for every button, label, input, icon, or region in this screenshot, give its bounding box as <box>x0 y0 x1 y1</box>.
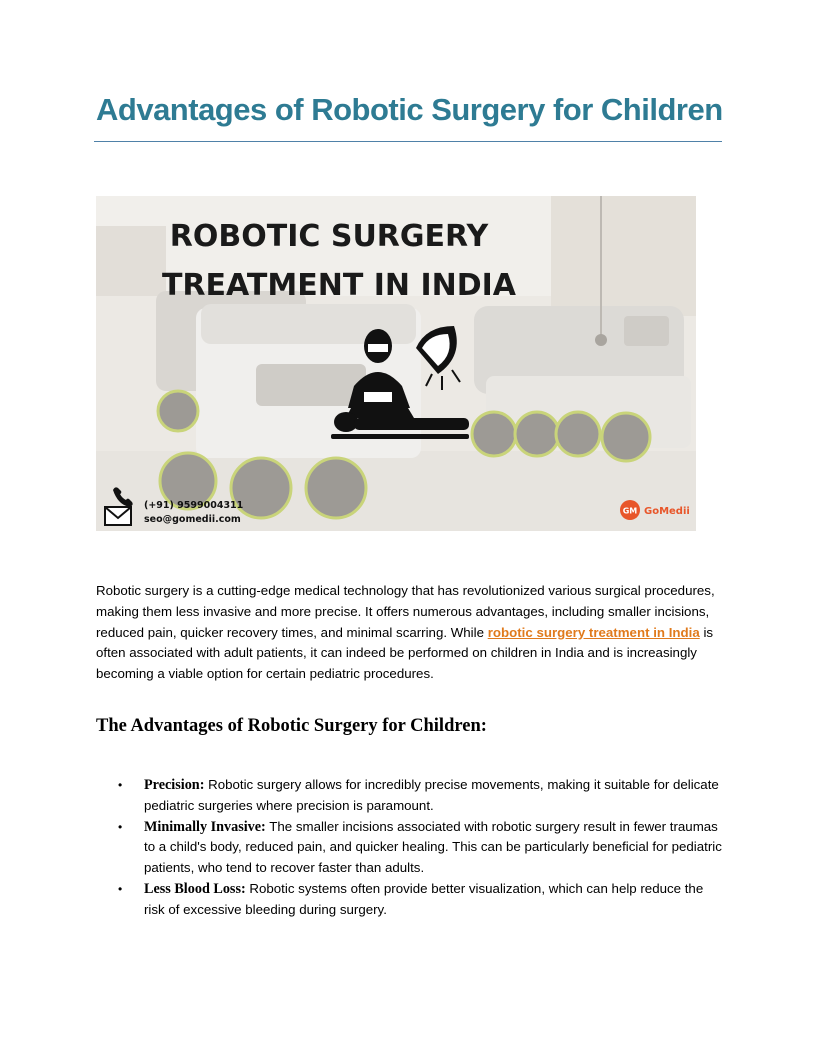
contact-email: seo@gomedii.com <box>144 514 241 525</box>
page-title: Advantages of Robotic Surgery for Children <box>96 92 723 127</box>
intro-text-end: is often associated with adult patients, it can indeed be performed on children in India and is increasingly becoming a viable option for certain pediatric procedures. <box>96 624 714 682</box>
banner-heading-line1: ROBOTIC SURGERY <box>169 219 489 254</box>
gomedii-logo-mark: GM <box>622 506 638 516</box>
advantage-term: Minimally Invasive: <box>144 818 266 835</box>
list-item <box>96 879 722 921</box>
robotic-surgery-india-link[interactable]: robotic surgery treatment in India <box>487 624 700 640</box>
banner-image <box>96 196 696 531</box>
bullet-icon: • <box>118 881 123 896</box>
contact-phone: (+91) 9599004311 <box>144 500 244 511</box>
advantage-term: Less Blood Loss: <box>144 880 246 897</box>
intro-paragraph <box>96 581 722 685</box>
gomedii-logo-text: GoMedii <box>644 506 690 517</box>
list-item <box>96 775 722 817</box>
mail-icon <box>105 507 131 525</box>
advantages-list <box>96 775 722 921</box>
advantage-term: Precision: <box>144 777 205 793</box>
advantage-text: Robotic surgery allows for incredibly precise movements, making it suitable for delicate pediatric surgeries where precision is paramount. <box>144 777 719 813</box>
list-item <box>96 817 722 879</box>
bullet-icon: • <box>118 778 123 792</box>
section-heading: The Advantages of Robotic Surgery for Children: <box>96 716 487 736</box>
title-divider <box>94 141 722 142</box>
bullet-icon: • <box>118 819 123 834</box>
banner-heading-line2: TREATMENT IN INDIA <box>161 268 517 303</box>
advantage-text: Robotic systems often provide better visualization, which can help reduce the risk of excessive bleeding during surgery. <box>144 880 704 917</box>
advantage-text: The smaller incisions associated with robotic surgery result in fewer traumas to a child's body, reduced pain, and quicker healing. This can be particularly beneficial for pediatric patients, who tend to recover faster than adults. <box>144 818 722 876</box>
intro-text-start: Robotic surgery is a cutting-edge medical technology that has revolutionized various surgical procedures, making them less invasive and more precise. It offers numerous advantages, including smaller incisions, reduced pain, quicker recovery times, and minimal scarring. While <box>96 583 715 640</box>
